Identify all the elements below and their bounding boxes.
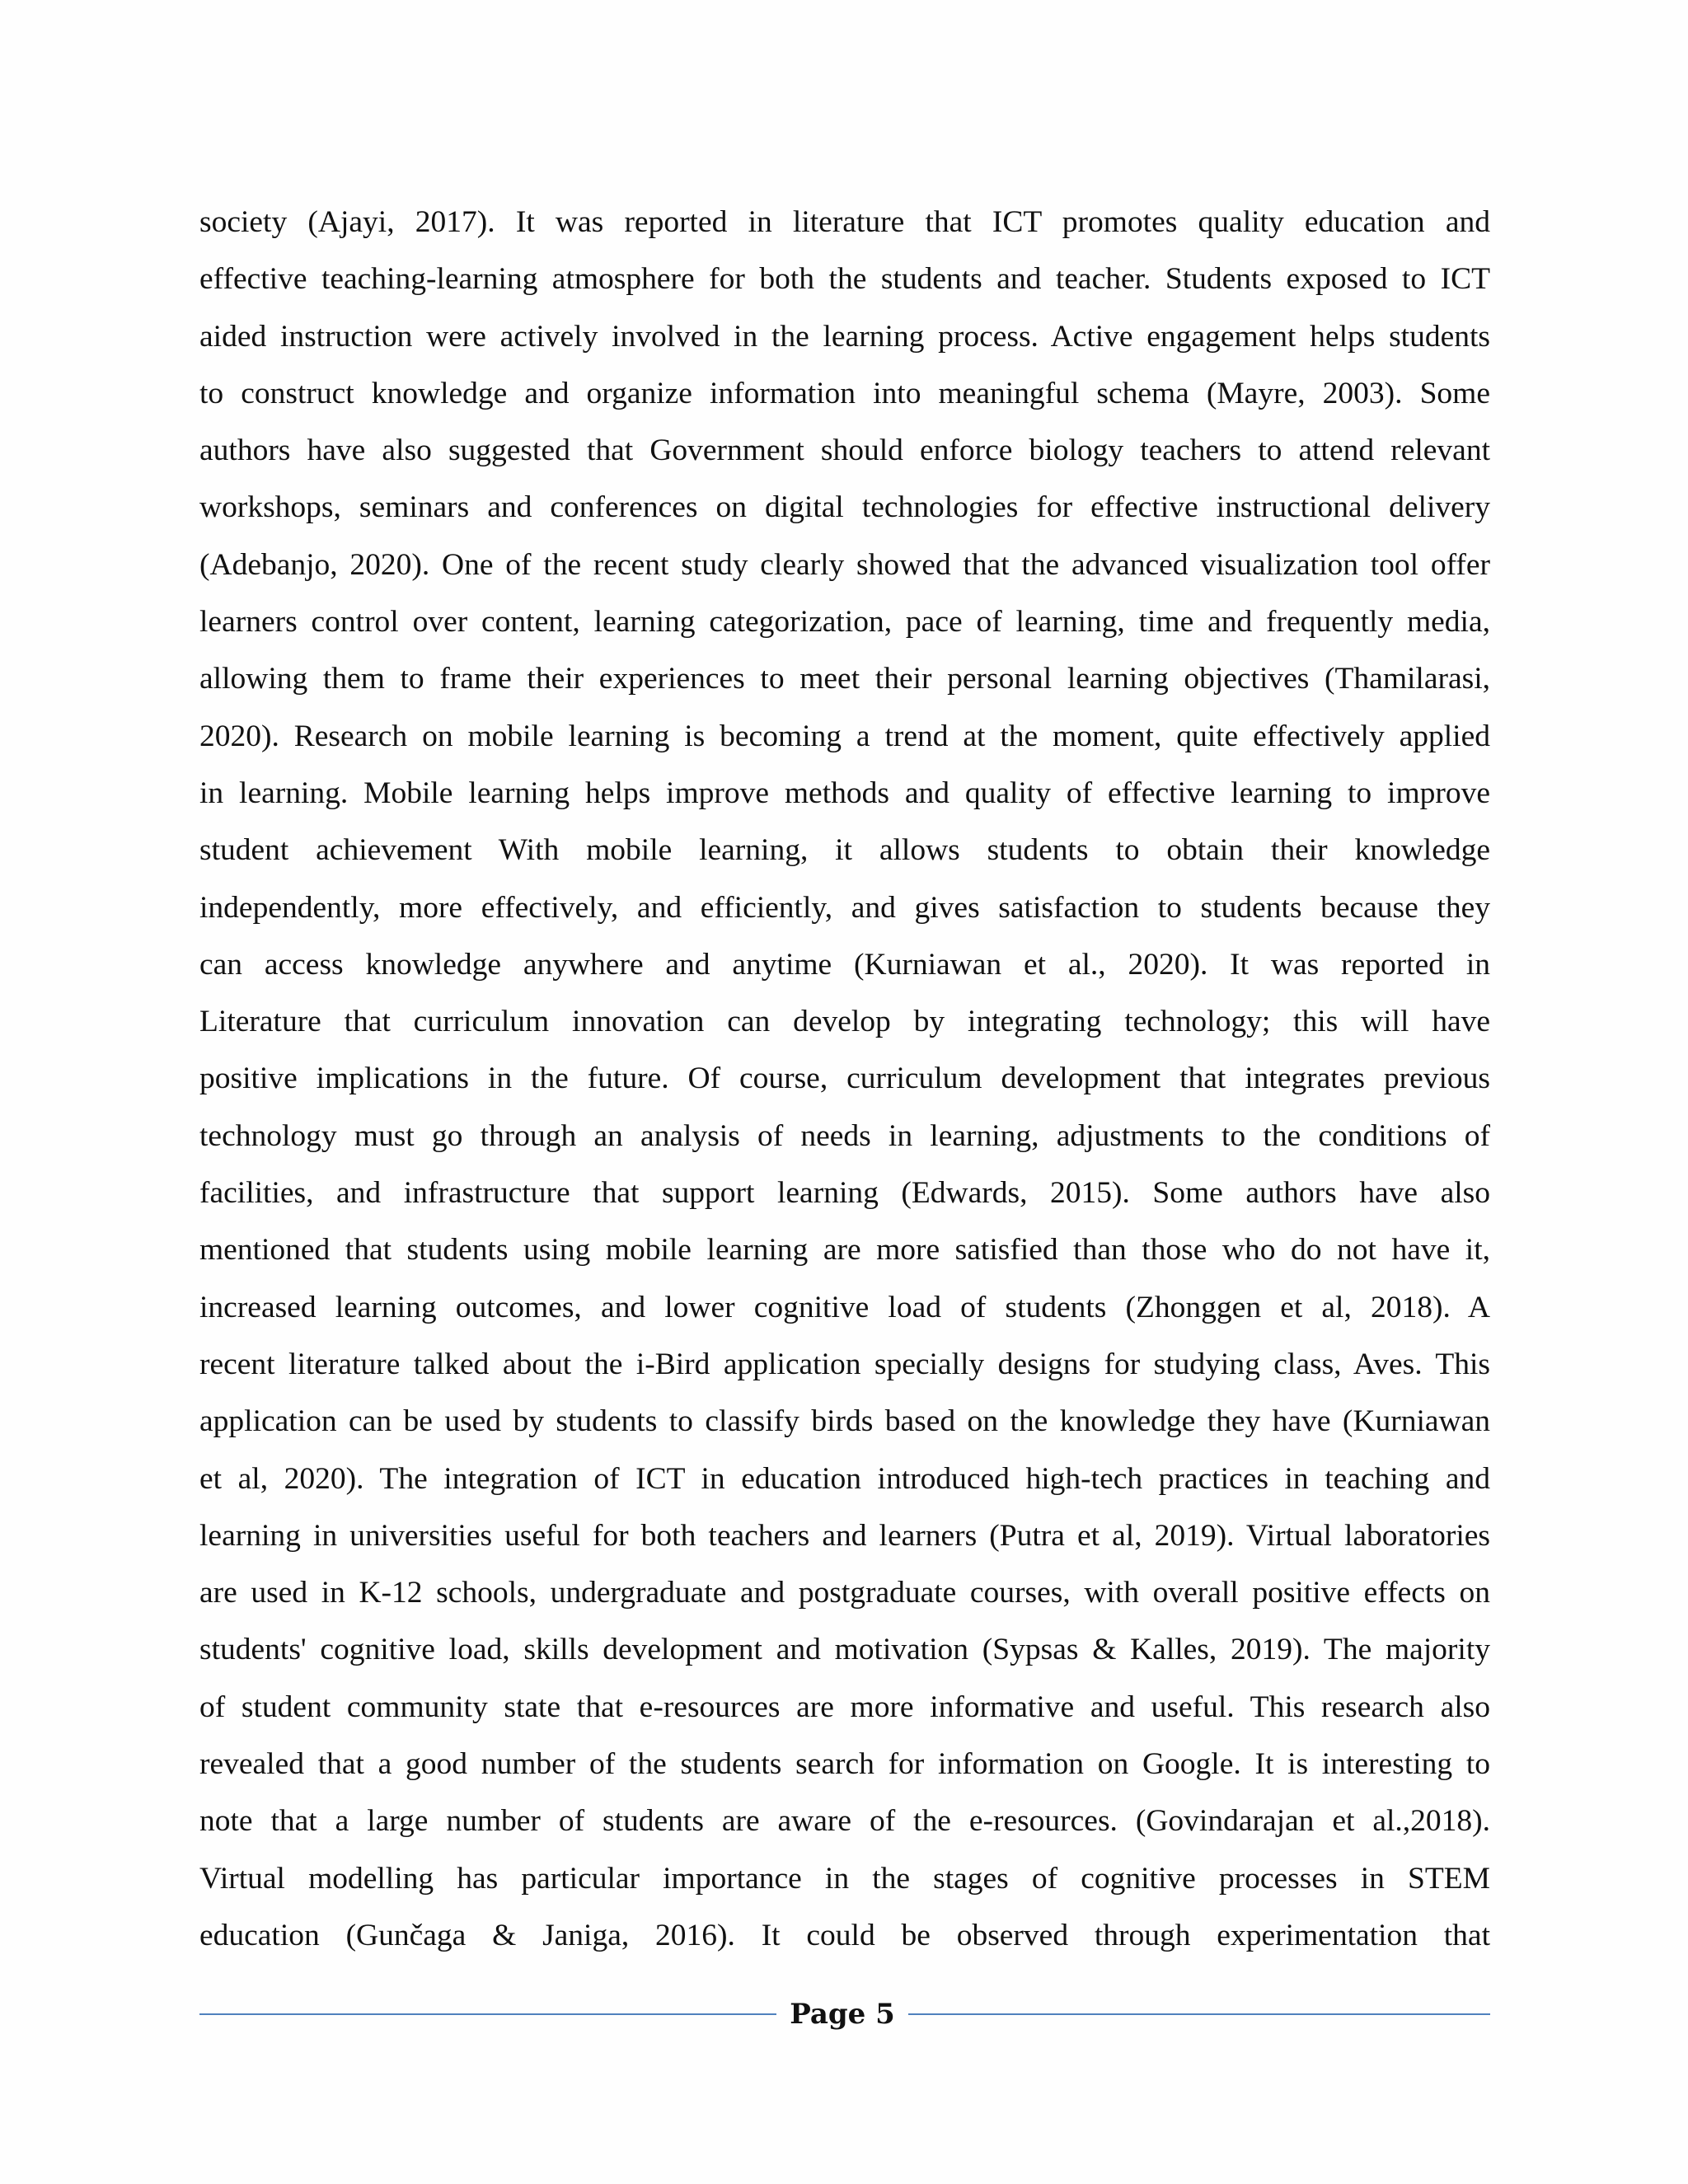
text-line: et al, 2020). The integration of ICT in education introduced high-tech practices in teaching and (199, 1461, 1490, 1496)
footer-rule-left (199, 2013, 776, 2015)
text-line: are used in K-12 schools, undergraduate and postgraduate courses, with overall positive effects on (199, 1576, 1490, 1610)
text-line: to construct knowledge and organize information into meaningful schema (Mayre, 2003). Some (199, 376, 1490, 410)
text-line: workshops, seminars and conferences on digital technologies for effective instructional delivery (199, 490, 1490, 525)
text-line: society (Ajayi, 2017). It was reported in literature that ICT promotes quality education and (199, 205, 1490, 239)
text-line: Virtual modelling has particular importance in the stages of cognitive processes in STEM (199, 1861, 1490, 1896)
text-line: of student community state that e-resources are more informative and useful. This research also (199, 1690, 1490, 1724)
page-footer (199, 1993, 1490, 2036)
text-line: facilities, and infrastructure that support learning (Edwards, 2015). Some authors have also (199, 1176, 1490, 1211)
text-line: students' cognitive load, skills development and motivation (Sypsas & Kalles, 2019). The majority (199, 1633, 1490, 1667)
page-number: Page 5 (790, 1998, 895, 2031)
text-line: note that a large number of students are aware of the e-resources. (Govindarajan et al.,2018). (199, 1804, 1490, 1839)
footer-rule-right (908, 2013, 1490, 2015)
text-line: increased learning outcomes, and lower cognitive load of students (Zhonggen et al, 2018). A (199, 1290, 1490, 1324)
text-line: mentioned that students using mobile learning are more satisfied than those who do not have it, (199, 1233, 1490, 1268)
text-line: (Adebanjo, 2020). One of the recent study clearly showed that the advanced visualization tool offer (199, 547, 1490, 582)
body-paragraph (199, 194, 1490, 1964)
text-line: in learning. Mobile learning helps improve methods and quality of effective learning to improve (199, 776, 1490, 810)
text-line: education (Gunčaga & Janiga, 2016). It could be observed through experimentation that (199, 1918, 1490, 1952)
text-line: allowing them to frame their experiences to meet their personal learning objectives (Thamilarasi, (199, 662, 1490, 696)
text-line: revealed that a good number of the students search for information on Google. It is interesting to (199, 1747, 1490, 1782)
text-line: Literature that curriculum innovation can develop by integrating technology; this will have (199, 1005, 1490, 1039)
text-line: can access knowledge anywhere and anytime (Kurniawan et al., 2020). It was reported in (199, 947, 1490, 982)
text-line: recent literature talked about the i-Bird application specially designs for studying class, Aves. This (199, 1347, 1490, 1381)
text-line: aided instruction were actively involved in the learning process. Active engagement helps students (199, 319, 1490, 354)
text-line: 2020). Research on mobile learning is becoming a trend at the moment, quite effectively applied (199, 719, 1490, 753)
text-line: independently, more effectively, and efficiently, and gives satisfaction to students because they (199, 890, 1490, 925)
text-line: learners control over content, learning categorization, pace of learning, time and frequently media, (199, 605, 1490, 640)
text-line: application can be used by students to classify birds based on the knowledge they have (Kurniawan (199, 1404, 1490, 1439)
text-line: effective teaching-learning atmosphere for both the students and teacher. Students exposed to ICT (199, 262, 1490, 297)
text-line: student achievement With mobile learning, it allows students to obtain their knowledge (199, 833, 1490, 868)
text-line: authors have also suggested that Government should enforce biology teachers to attend relevant (199, 434, 1490, 468)
text-line: learning in universities useful for both teachers and learners (Putra et al, 2019). Virtual laboratories (199, 1518, 1490, 1553)
text-line: technology must go through an analysis of needs in learning, adjustments to the conditions of (199, 1118, 1490, 1153)
text-line: positive implications in the future. Of course, curriculum development that integrates previous (199, 1062, 1490, 1096)
